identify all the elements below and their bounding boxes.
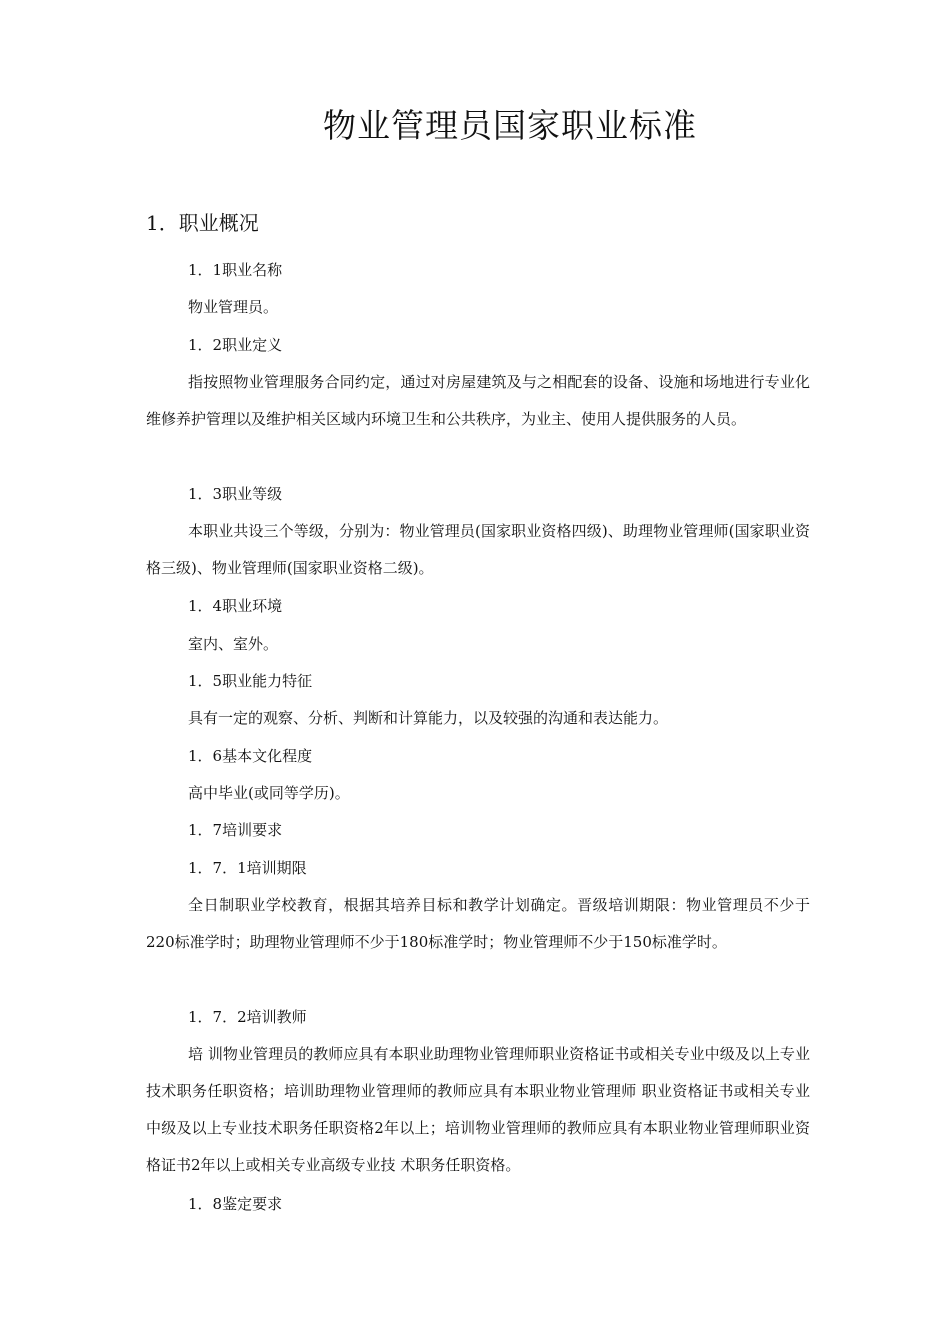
subsection-heading-1-5: 1．5职业能力特征 bbox=[188, 672, 313, 690]
subsection-heading-1-3: 1．3职业等级 bbox=[188, 485, 283, 503]
subsection-heading-1-7: 1．7培训要求 bbox=[188, 821, 283, 839]
subsection-heading-1-8: 1．8鉴定要求 bbox=[188, 1195, 283, 1213]
subsection-heading-1-7-1: 1．7．1培训期限 bbox=[188, 859, 307, 877]
subsection-heading-1-1: 1．1职业名称 bbox=[188, 261, 283, 279]
paragraph-1-4: 室内、室外。 bbox=[188, 635, 279, 653]
paragraph-1-7-2: 培 训物业管理员的教师应具有本职业助理物业管理师职业资格证书或相关专业中级及以上专业技术职务任职资格；培训助理物业管理师的教师应具有本职业物业管理师 职业资格证书或相关专业中级及以上专业技术职务任职资格2年以上；培训物业管理师的教师应具有本职业物业管理师职业资格证书2年以上或相关专业高级专业技 术职务任职资格。 bbox=[146, 1045, 810, 1174]
subsection-heading-1-4: 1．4职业环境 bbox=[188, 597, 283, 615]
paragraph-1-7-1: 全日制职业学校教育，根据其培养目标和教学计划确定。晋级培训期限：物业管理员不少于220标准学时；助理物业管理师不少于180标准学时；物业管理师不少于150标准学时。 bbox=[146, 896, 810, 951]
subsection-heading-1-7-2: 1．7．2培训教师 bbox=[188, 1008, 307, 1026]
subsection-heading-1-2: 1．2职业定义 bbox=[188, 336, 283, 354]
paragraph-1-2: 指按照物业管理服务合同约定，通过对房屋建筑及与之相配套的设备、设施和场地进行专业化维修养护管理以及维护相关区域内环境卫生和公共秩序，为业主、使用人提供服务的人员。 bbox=[146, 373, 810, 428]
subsection-heading-1-6: 1．6基本文化程度 bbox=[188, 747, 313, 765]
paragraph-1-6: 高中毕业(或同等学历)。 bbox=[188, 784, 350, 802]
paragraph-1-1: 物业管理员。 bbox=[188, 298, 279, 316]
section-heading-1: 1．职业概况 bbox=[146, 211, 259, 235]
document-title: 物业管理员国家职业标准 bbox=[323, 106, 697, 145]
paragraph-1-5: 具有一定的观察、分析、判断和计算能力，以及较强的沟通和表达能力。 bbox=[188, 709, 669, 727]
paragraph-1-3: 本职业共设三个等级，分别为：物业管理员(国家职业资格四级)、助理物业管理师(国家职业资格三级)、物业管理师(国家职业资格二级)。 bbox=[146, 522, 810, 577]
